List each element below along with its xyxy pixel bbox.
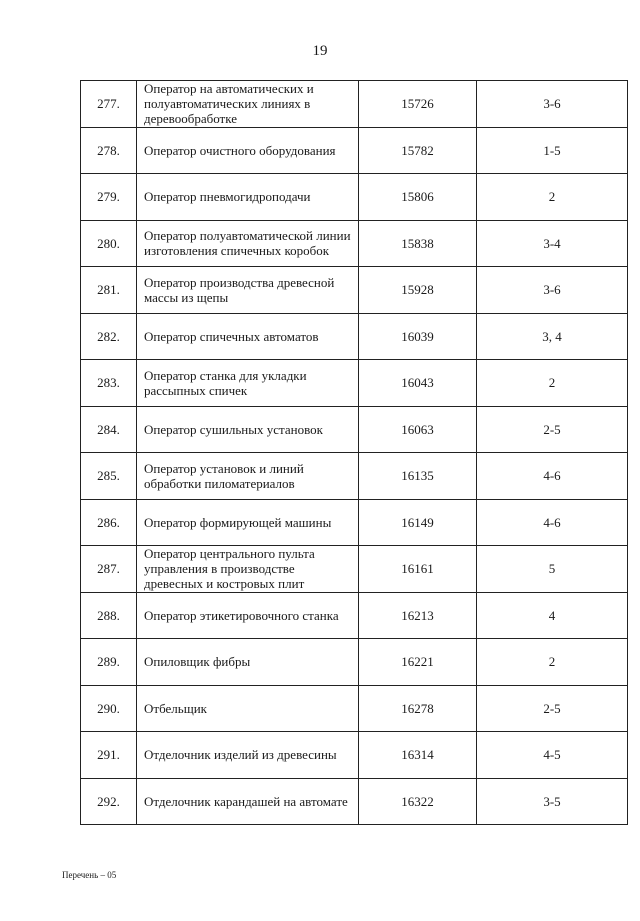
table-row [81,267,628,314]
table-row [81,732,628,779]
row-number: 278. [81,127,137,174]
grade-range: 2 [477,360,628,407]
profession-name: Оператор на автоматических и полуавтоматических линиях в деревообработке [137,81,359,128]
row-number: 282. [81,313,137,360]
grade-range: 3-4 [477,220,628,267]
profession-code: 15782 [359,127,477,174]
table-row [81,639,628,686]
profession-code: 16314 [359,732,477,779]
profession-code: 16135 [359,453,477,500]
table-row [81,406,628,453]
table-row [81,453,628,500]
profession-name: Оператор формирующей машины [137,499,359,546]
table-row [81,499,628,546]
profession-name: Отбельщик [137,685,359,732]
profession-code: 15838 [359,220,477,267]
table-row [81,546,628,593]
row-number: 286. [81,499,137,546]
profession-code: 16221 [359,639,477,686]
row-number: 290. [81,685,137,732]
page-number: 19 [312,43,328,59]
profession-code: 16043 [359,360,477,407]
grade-range: 2-5 [477,685,628,732]
row-number: 279. [81,174,137,221]
profession-code: 15928 [359,267,477,314]
profession-name: Оператор сушильных установок [137,406,359,453]
profession-name: Оператор центрального пульта управления в производстве древесных и костровых плит [137,546,359,593]
grade-range: 4-5 [477,732,628,779]
profession-name: Оператор очистного оборудования [137,127,359,174]
table-row [81,174,628,221]
row-number: 289. [81,639,137,686]
grade-range: 2 [477,174,628,221]
row-number: 292. [81,778,137,825]
row-number: 280. [81,220,137,267]
profession-code: 16322 [359,778,477,825]
profession-code: 16278 [359,685,477,732]
grade-range: 2 [477,639,628,686]
profession-name: Оператор станка для укладки рассыпных спичек [137,360,359,407]
table-row [81,81,628,128]
row-number: 283. [81,360,137,407]
row-number: 291. [81,732,137,779]
profession-name: Оператор спичечных автоматов [137,313,359,360]
grade-range: 5 [477,546,628,593]
grade-range: 1-5 [477,127,628,174]
profession-name: Оператор этикетировочного станка [137,592,359,639]
table-row [81,592,628,639]
profession-name: Оператор установок и линий обработки пиломатериалов [137,453,359,500]
profession-code: 16039 [359,313,477,360]
profession-name: Оператор полуавтоматической линии изготовления спичечных коробок [137,220,359,267]
row-number: 287. [81,546,137,593]
table-row [81,685,628,732]
row-number: 288. [81,592,137,639]
profession-name: Опиловщик фибры [137,639,359,686]
table-row [81,313,628,360]
profession-name: Отделочник изделий из древесины [137,732,359,779]
grade-range: 3-5 [477,778,628,825]
table-row [81,778,628,825]
table-row [81,220,628,267]
profession-code: 16149 [359,499,477,546]
table-body [81,81,628,825]
table-row [81,127,628,174]
grade-range: 4-6 [477,499,628,546]
profession-table [80,80,628,825]
table-row [81,360,628,407]
profession-name: Отделочник карандашей на автомате [137,778,359,825]
grade-range: 4-6 [477,453,628,500]
grade-range: 3-6 [477,81,628,128]
profession-code: 16063 [359,406,477,453]
footer-label: Перечень – 05 [62,870,117,880]
profession-name: Оператор производства древесной массы из щепы [137,267,359,314]
row-number: 277. [81,81,137,128]
profession-code: 16161 [359,546,477,593]
grade-range: 3, 4 [477,313,628,360]
row-number: 284. [81,406,137,453]
grade-range: 4 [477,592,628,639]
row-number: 285. [81,453,137,500]
profession-name: Оператор пневмогидроподачи [137,174,359,221]
profession-code: 15806 [359,174,477,221]
profession-code: 15726 [359,81,477,128]
row-number: 281. [81,267,137,314]
grade-range: 2-5 [477,406,628,453]
grade-range: 3-6 [477,267,628,314]
profession-code: 16213 [359,592,477,639]
